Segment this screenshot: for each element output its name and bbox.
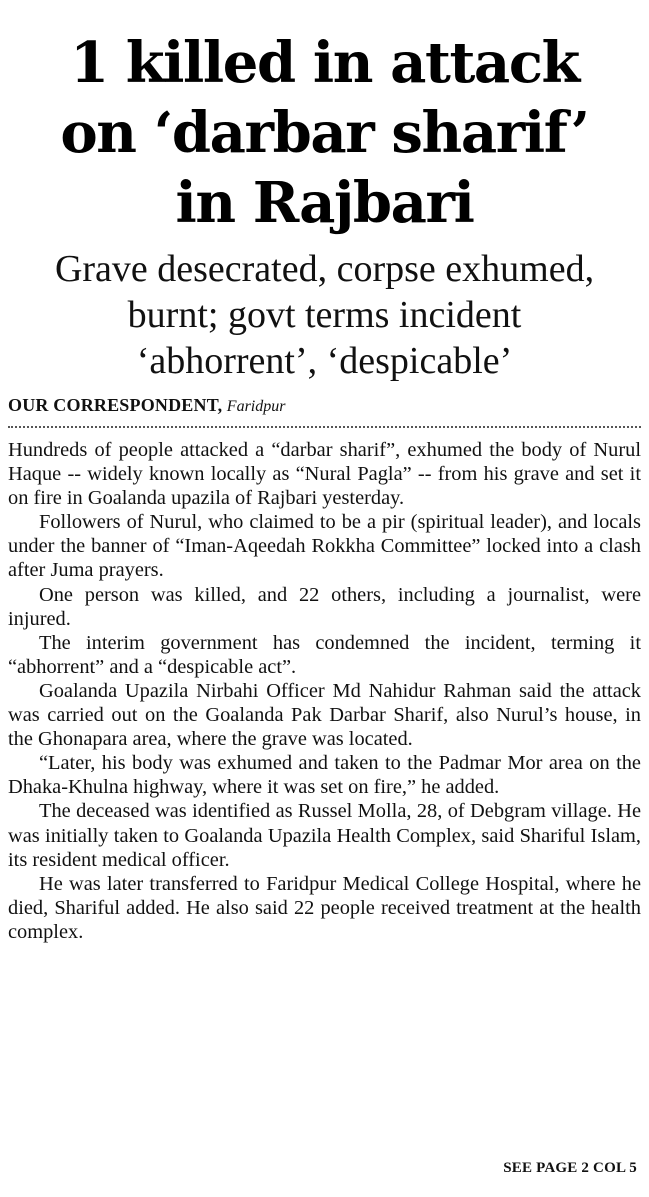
continued-on-page-note: SEE PAGE 2 COL 5 bbox=[503, 1160, 637, 1176]
byline bbox=[8, 394, 649, 418]
article-body bbox=[8, 438, 641, 944]
subhead-line-3: ‘abhorrent’, ‘despicable’ bbox=[136, 340, 513, 382]
dotted-divider bbox=[8, 426, 641, 428]
byline-author: OUR CORRESPONDENT, bbox=[8, 395, 223, 415]
byline-location: Faridpur bbox=[226, 398, 286, 415]
body-paragraph-7: The deceased was identified as Russel Molla, 28, of Debgram village. He was initially taken to Goalanda Upazila Health Complex, said Shariful Islam, its resident medical officer. bbox=[8, 800, 641, 871]
body-paragraph-6: “Later, his body was exhumed and taken to the Padmar Mor area on the Dhaka-Khulna highway, where it was set on fire,” he added. bbox=[8, 752, 641, 799]
body-paragraph-5: Goalanda Upazila Nirbahi Officer Md Nahidur Rahman said the attack was carried out on the Goalanda Pak Darbar Sharif, also Nurul’s house, in the Ghonapara area, where the grave was located. bbox=[8, 679, 641, 751]
subheadline bbox=[0, 246, 649, 384]
subhead-line-1: Grave desecrated, corpse exhumed, bbox=[54, 248, 595, 290]
body-paragraph-4: The interim government has condemned the incident, terming it “abhorrent” and a “despicable act”. bbox=[8, 631, 641, 678]
body-paragraph-2: Followers of Nurul, who claimed to be a pir (spiritual leader), and locals under the banner of “Iman-Aqeedah Rokkha Committee” locked into a clash after Juma prayers. bbox=[8, 511, 641, 582]
body-paragraph-8: He was later transferred to Faridpur Medical College Hospital, where he died, Shariful added. He also said 22 people received treatment at the health complex. bbox=[8, 872, 641, 943]
body-paragraph-3: One person was killed, and 22 others, including a journalist, were injured. bbox=[8, 583, 641, 630]
headline bbox=[0, 0, 649, 238]
headline-line-1: 1 killed in attack bbox=[70, 30, 579, 96]
headline-line-3: in Rajbari bbox=[175, 170, 474, 236]
headline-line-2: on ‘darbar sharif’ bbox=[60, 100, 589, 166]
body-paragraph-1: Hundreds of people attacked a “darbar sharif”, exhumed the body of Nurul Haque -- widely known locally as “Nural Pagla” -- from his grave and set it on fire in Goalanda upazila of Rajbari yesterday. bbox=[8, 439, 641, 510]
subhead-line-2: burnt; govt terms incident bbox=[127, 294, 522, 336]
